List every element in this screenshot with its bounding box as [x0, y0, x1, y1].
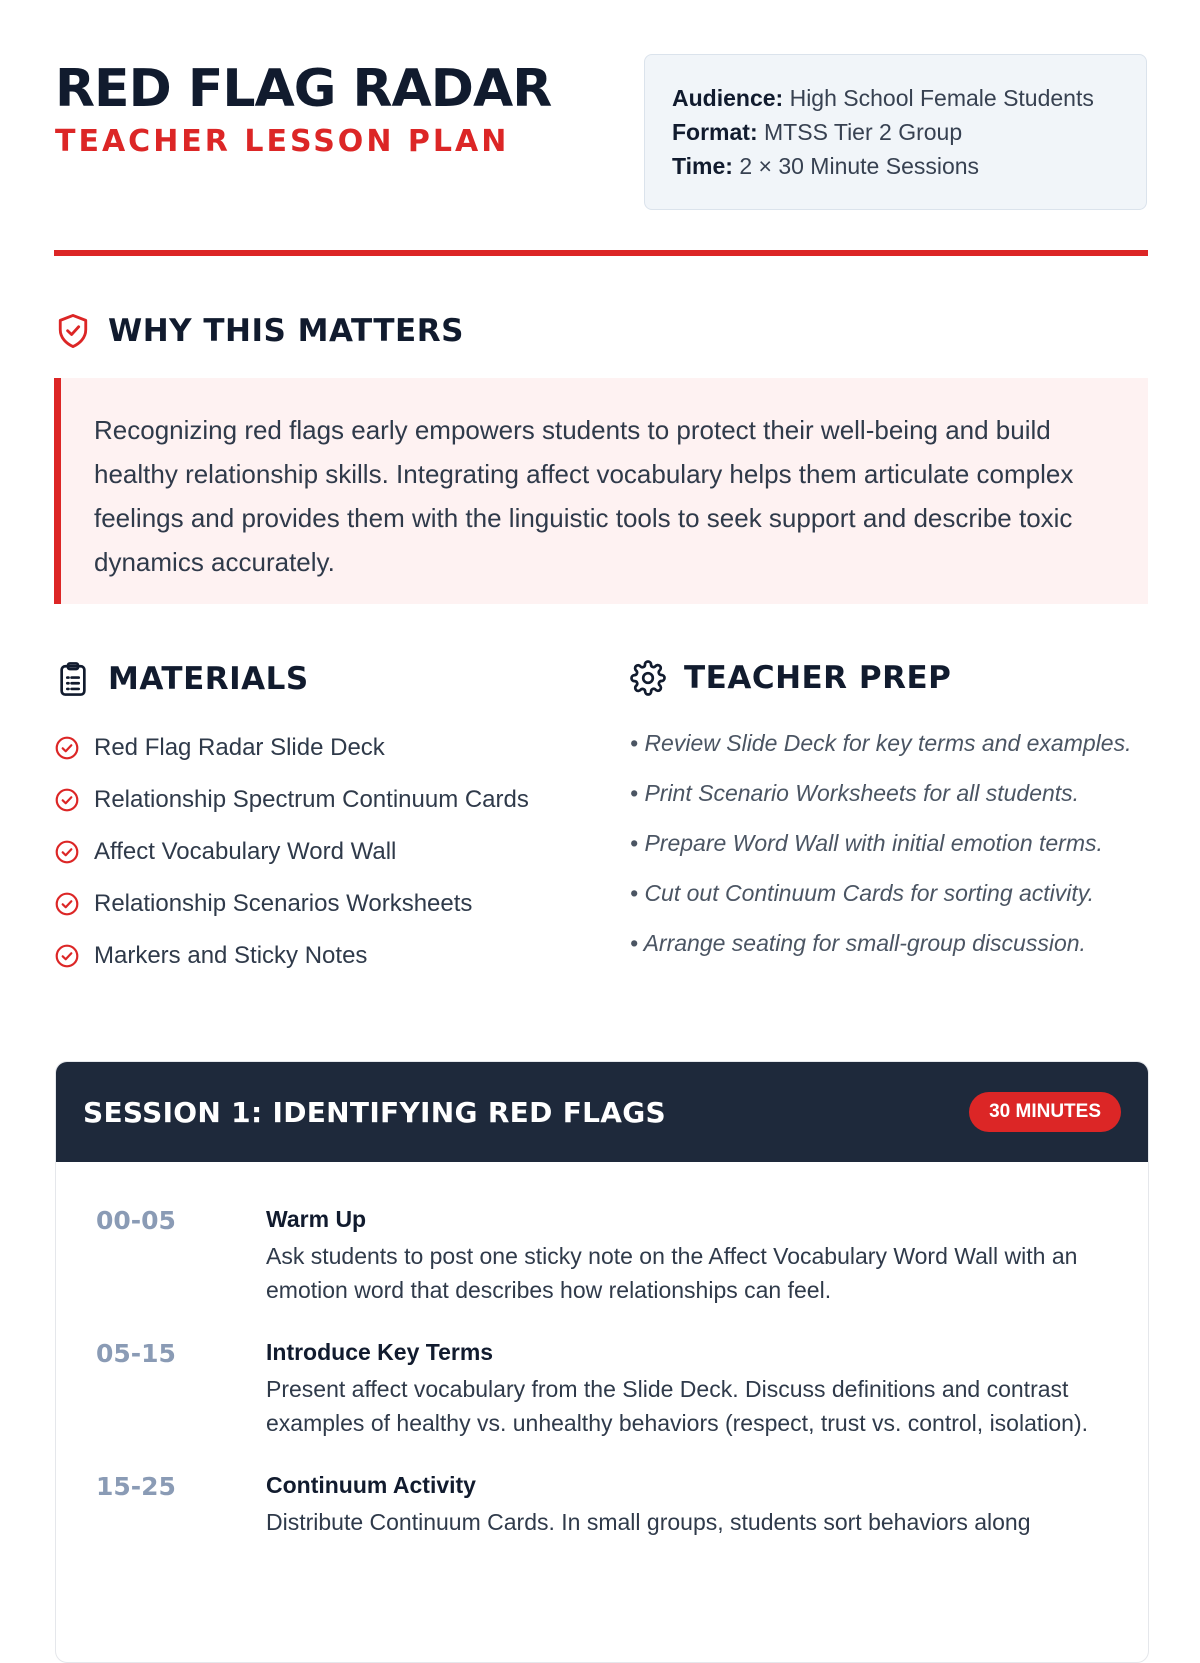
- agenda-title: Introduce Key Terms: [266, 1339, 494, 1365]
- list-item: [54, 774, 529, 826]
- page-title: RED FLAG RADAR: [55, 59, 552, 119]
- list-item: • Cut out Continuum Cards for sorting activity.: [630, 880, 1094, 906]
- agenda-content: [266, 1468, 1096, 1539]
- material-label: Red Flag Radar Slide Deck: [94, 734, 385, 761]
- time-line: [672, 149, 1119, 183]
- shield-check-icon: [56, 312, 90, 350]
- agenda-description: Ask students to post one sticky note on the Affect Vocabulary Word Wall with an emotion word that describes how relationships can feel.: [266, 1243, 1078, 1303]
- agenda-content: [266, 1202, 1096, 1307]
- info-box: [644, 54, 1147, 210]
- list-item: [54, 722, 529, 774]
- list-item: • Review Slide Deck for key terms and examples.: [630, 730, 1132, 756]
- header-divider: [54, 250, 1148, 256]
- time-label: Time:: [672, 153, 733, 179]
- agenda-title: Continuum Activity: [266, 1472, 476, 1498]
- time-value: 2 × 30 Minute Sessions: [732, 153, 980, 179]
- list-item: • Prepare Word Wall with initial emotion terms.: [630, 830, 1103, 856]
- agenda-row: [56, 1202, 1148, 1307]
- session-1-agenda: [56, 1162, 1148, 1539]
- material-label: Relationship Spectrum Continuum Cards: [94, 786, 529, 813]
- audience-value: High School Female Students: [783, 85, 1094, 111]
- session-1-header: [56, 1062, 1148, 1162]
- title-block: [55, 58, 551, 162]
- list-item: • Print Scenario Worksheets for all students.: [630, 780, 1080, 806]
- agenda-row: [56, 1468, 1148, 1539]
- duration-badge: 30 MINUTES: [969, 1092, 1121, 1132]
- clipboard-icon: [56, 660, 90, 698]
- list-item: [54, 930, 529, 982]
- gear-icon: [630, 660, 666, 696]
- material-label: Relationship Scenarios Worksheets: [94, 890, 473, 917]
- check-circle-icon: [54, 943, 80, 969]
- list-item: • Arrange seating for small-group discussion.: [630, 930, 1086, 956]
- format-label: Format:: [672, 119, 758, 145]
- why-text: Recognizing red flags early empowers students to protect their well-being and build healthy relationship skills. Integrating affect vocabulary helps them articulate complex feelings and provides them with the linguistic tools to seek support and describe toxic dynamics accurately.: [94, 415, 1074, 577]
- agenda-time: 05-15: [96, 1339, 176, 1368]
- agenda-description: Present affect vocabulary from the Slide Deck. Discuss definitions and contrast examples of healthy vs. unhealthy behaviors (respect, trust vs. control, isolation).: [266, 1376, 1089, 1436]
- audience-label: Audience:: [672, 85, 784, 111]
- session-1-card: [55, 1061, 1149, 1663]
- material-label: Affect Vocabulary Word Wall: [94, 838, 397, 865]
- prep-heading: [630, 660, 951, 696]
- check-circle-icon: [54, 787, 80, 813]
- format-value: MTSS Tier 2 Group: [757, 119, 963, 145]
- audience-line: [672, 81, 1119, 115]
- check-circle-icon: [54, 735, 80, 761]
- why-heading: [56, 312, 464, 350]
- material-label: Markers and Sticky Notes: [94, 942, 368, 969]
- session-1-title: SESSION 1: IDENTIFYING RED FLAGS: [83, 1095, 666, 1129]
- list-item: [54, 826, 529, 878]
- agenda-time: 15-25: [96, 1472, 176, 1501]
- agenda-time: 00-05: [96, 1206, 176, 1235]
- why-callout: [54, 378, 1148, 604]
- list-item: [54, 878, 529, 930]
- why-heading-text: WHY THIS MATTERS: [108, 313, 464, 349]
- agenda-row: [56, 1335, 1148, 1440]
- materials-list: [54, 722, 529, 982]
- check-circle-icon: [54, 839, 80, 865]
- prep-list: [630, 724, 1150, 974]
- materials-heading-text: MATERIALS: [108, 661, 309, 697]
- agenda-content: [266, 1335, 1096, 1440]
- page-subtitle: TEACHER LESSON PLAN: [55, 124, 510, 159]
- prep-heading-text: TEACHER PREP: [684, 660, 952, 696]
- check-circle-icon: [54, 891, 80, 917]
- agenda-description: Distribute Continuum Cards. In small groups, students sort behaviors along: [266, 1509, 1031, 1535]
- format-line: [672, 115, 1119, 149]
- agenda-title: Warm Up: [266, 1206, 367, 1232]
- materials-heading: [56, 660, 309, 698]
